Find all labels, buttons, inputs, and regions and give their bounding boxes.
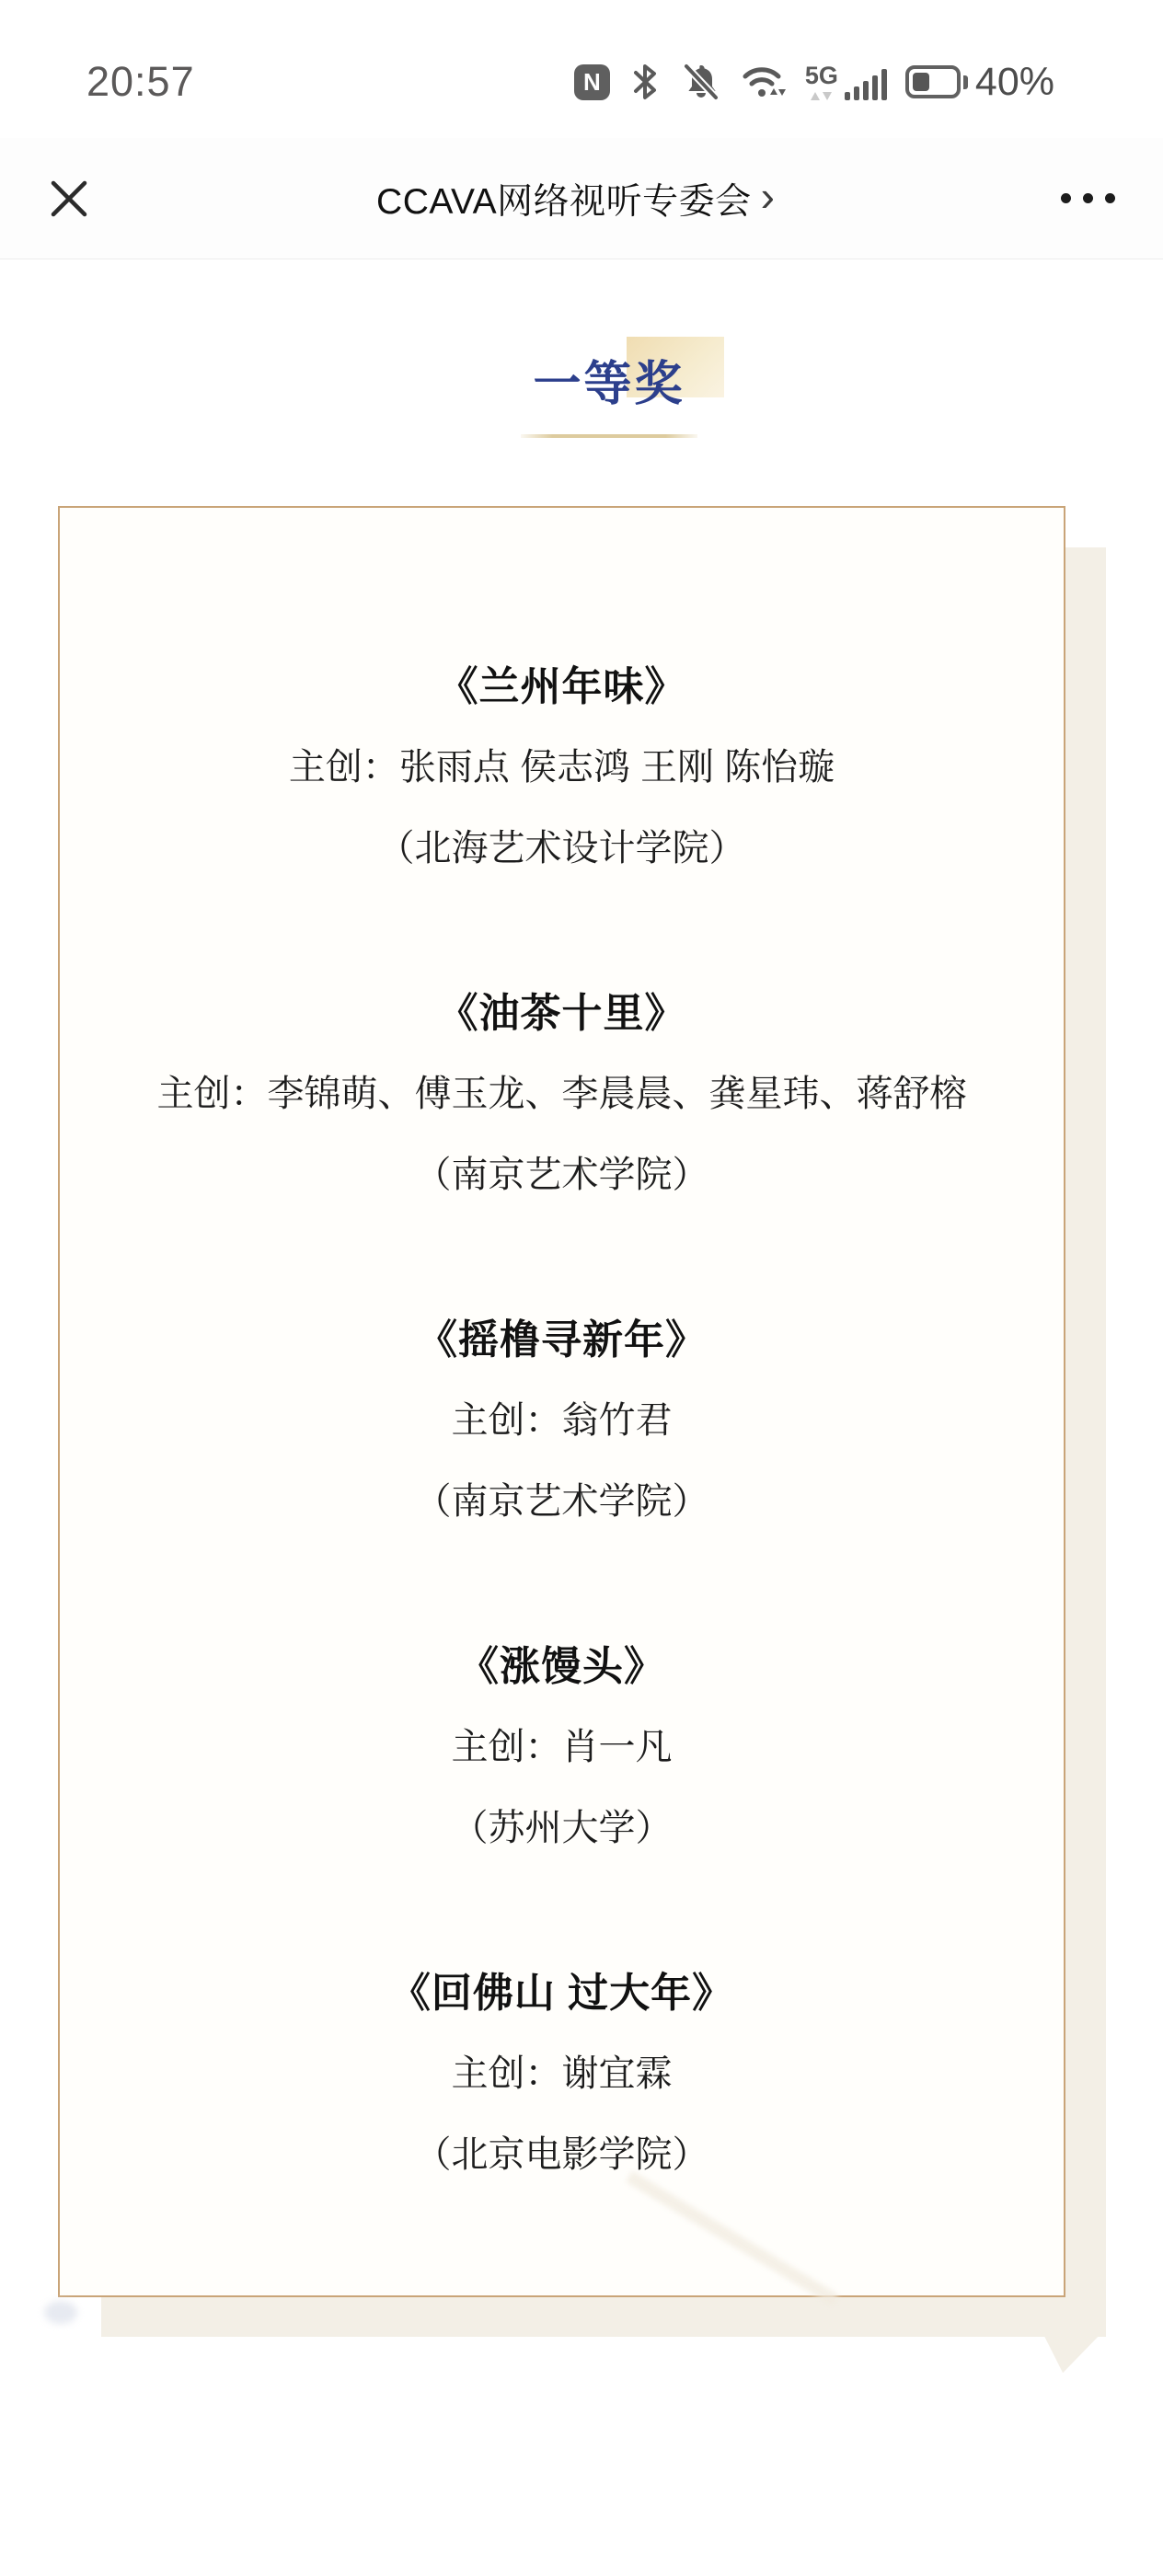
- network-label: 5G: [804, 62, 838, 89]
- account-title-text: CCAVA网络视听专委会: [376, 181, 752, 222]
- network-type: [805, 63, 838, 100]
- close-icon[interactable]: [48, 178, 90, 220]
- signal-bars-icon: [805, 63, 887, 100]
- status-icons: [574, 60, 1054, 105]
- work-school: （北海艺术设计学院）: [377, 828, 746, 869]
- work-school: （北京电影学院）: [414, 2134, 709, 2176]
- award-heading: [521, 359, 697, 438]
- work-school: （苏州大学）: [451, 1808, 673, 1849]
- work-title: 《油茶十里》: [437, 991, 686, 1037]
- award-entry: [60, 1318, 1064, 1524]
- mute-icon: [680, 62, 722, 102]
- box-shadow-tail: [1032, 2336, 1099, 2373]
- award-box: [58, 506, 1065, 2297]
- box-shadow-right: [1065, 547, 1106, 2337]
- account-title[interactable]: [90, 173, 1061, 224]
- award-entries: [60, 508, 1064, 2177]
- work-credit: 主创：谢宜霖: [451, 2053, 673, 2095]
- signal-strength-bars: [845, 69, 887, 100]
- corner-shadow-blob: [44, 2301, 77, 2324]
- work-credit: 主创：张雨点 侯志鸿 王刚 陈怡璇: [288, 747, 835, 788]
- article-content: [0, 359, 1163, 2297]
- decorative-streak: [626, 2171, 839, 2306]
- chevron-right-icon: ›: [760, 171, 775, 220]
- work-credit: 主创：李锦萌、傅玉龙、李晨晨、龚星玮、蒋舒榕: [156, 1074, 967, 1115]
- status-time: 20:57: [86, 58, 195, 105]
- nfc-icon: N: [574, 64, 610, 100]
- sim1-faded-icon: [811, 92, 832, 100]
- battery-percent: 40%: [974, 59, 1054, 104]
- work-credit: 主创：翁竹君: [451, 1400, 673, 1442]
- work-school: （南京艺术学院）: [414, 1481, 709, 1523]
- work-credit: 主创：肖一凡: [451, 1727, 673, 1768]
- award-entry: [60, 992, 1064, 1197]
- award-heading-text: 一等奖: [533, 358, 685, 411]
- nav-bar: [0, 138, 1163, 259]
- work-title: 《回佛山 过大年》: [389, 1971, 734, 2017]
- battery-icon: [905, 60, 1054, 105]
- bluetooth-icon: [628, 62, 662, 102]
- work-title: 《摇橹寻新年》: [417, 1317, 707, 1363]
- work-title: 《兰州年味》: [437, 664, 686, 710]
- box-shadow-bottom: [101, 2297, 1106, 2337]
- more-menu-button[interactable]: [1061, 184, 1115, 213]
- wifi-icon: [741, 62, 787, 102]
- award-entry: [60, 665, 1064, 870]
- award-entry: [60, 1972, 1064, 2177]
- award-entry: [60, 1645, 1064, 1850]
- work-school: （南京艺术学院）: [414, 1155, 709, 1196]
- status-bar: [0, 0, 1163, 138]
- gold-underline: [521, 434, 697, 438]
- work-title: 《涨馒头》: [458, 1644, 665, 1690]
